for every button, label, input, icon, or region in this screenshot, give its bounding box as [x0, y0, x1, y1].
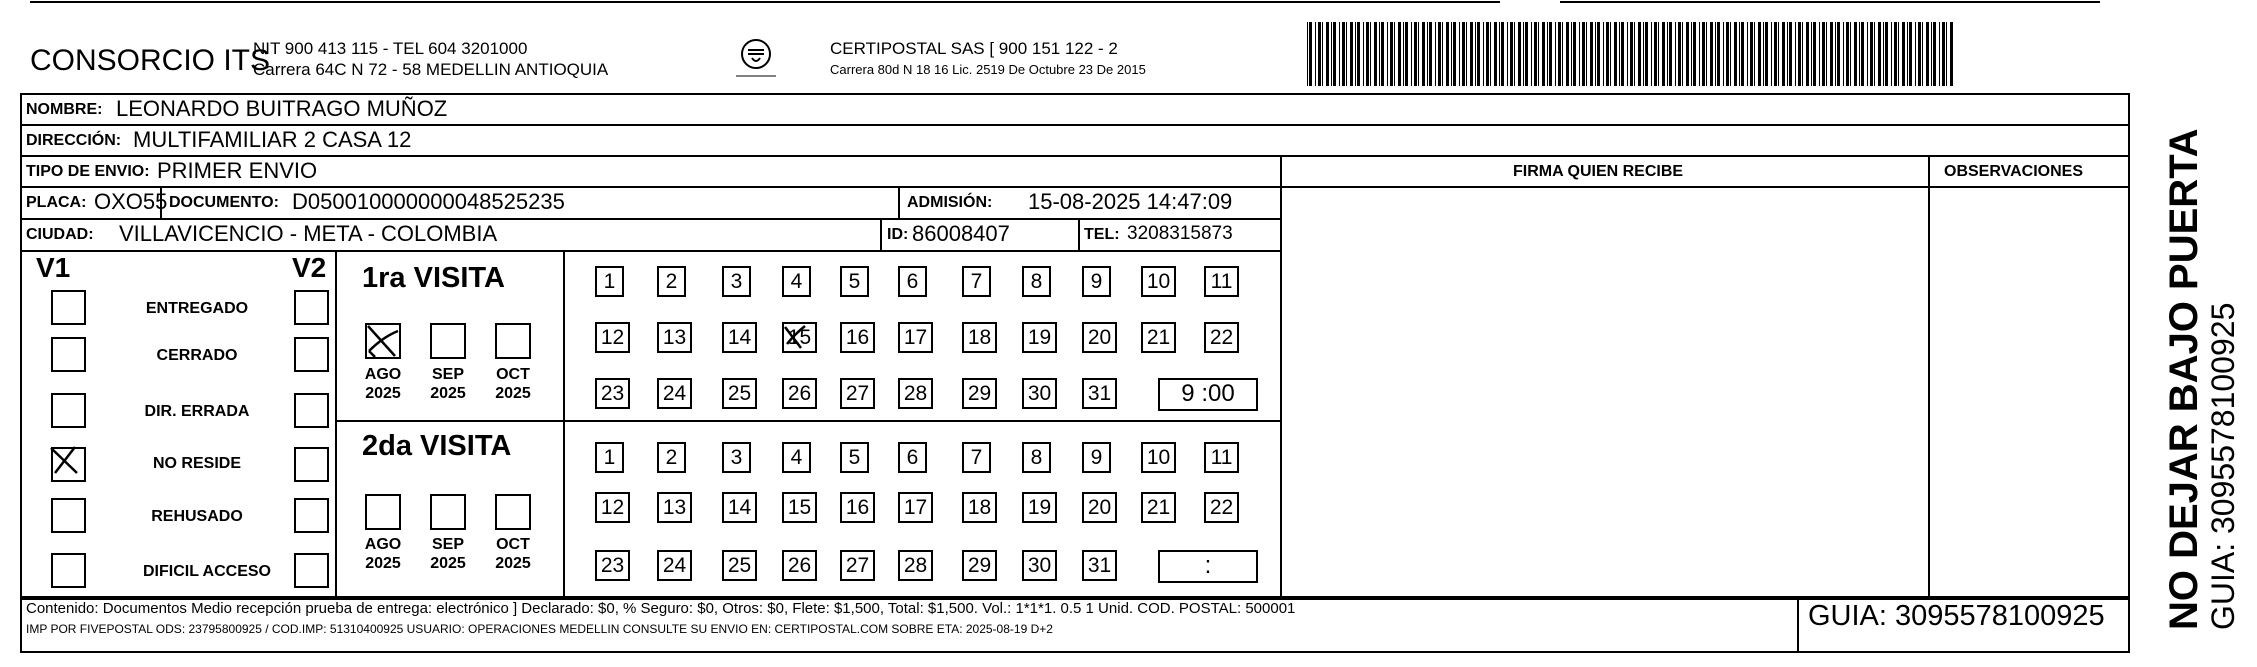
visit1-day-14[interactable]: 14 [722, 322, 757, 353]
v1-cerrado-checkbox[interactable] [51, 337, 86, 372]
v1-dificil-acceso-checkbox[interactable] [51, 553, 86, 588]
carrier-line: CERTIPOSTAL SAS [ 900 151 122 - 2 [830, 39, 1118, 58]
observaciones-label: OBSERVACIONES [1944, 163, 2083, 180]
visit2-day-10[interactable]: 10 [1141, 442, 1176, 473]
handwritten-check-mark [365, 323, 403, 359]
nombre-label: NOMBRE: [26, 101, 103, 118]
visit1-day-5[interactable]: 5 [840, 266, 869, 297]
visit2-day-1[interactable]: 1 [595, 442, 624, 473]
carrier-info [830, 38, 1146, 80]
status-dificil-acceso-label: DIFICIL ACCESO [142, 563, 271, 580]
visit2-month-ago-checkbox[interactable] [365, 494, 401, 530]
footer-guia: GUIA: 3095578100925 [1808, 600, 2105, 632]
v2-dir-errada-checkbox[interactable] [294, 393, 329, 428]
visit2-day-8[interactable]: 8 [1022, 442, 1051, 473]
visit2-day-26[interactable]: 26 [782, 550, 817, 581]
visit2-day-27[interactable]: 27 [840, 550, 875, 581]
visit1-day-7[interactable]: 7 [962, 266, 991, 297]
visit2-month-sep-label: SEP 2025 [430, 536, 466, 572]
v2-no-reside-checkbox[interactable] [294, 447, 329, 482]
visit2-day-12[interactable]: 12 [595, 492, 630, 523]
v1-header: V1 [36, 252, 71, 283]
visit1-month-sep-checkbox[interactable] [430, 323, 466, 359]
visit2-day-28[interactable]: 28 [898, 550, 933, 581]
visit2-title: 2da VISITA [362, 430, 512, 462]
visit1-day-8[interactable]: 8 [1022, 266, 1051, 297]
visit2-day-11[interactable]: 11 [1204, 442, 1239, 473]
footer-impresion: IMP POR FIVEPOSTAL ODS: 23795800925 / COD.IMP: 51310400925 USUARIO: OPERACIONES MEDELLIN CONSULTE SU ENVIO EN: CERTIPOSTAL.COM SOBRE ETA: 2025-08-19 D+2 [26, 622, 1053, 636]
visit1-day-19[interactable]: 19 [1022, 322, 1057, 353]
visit1-day-11[interactable]: 11 [1204, 266, 1239, 297]
visit2-month-oct-checkbox[interactable] [495, 494, 531, 530]
nombre-value: LEONARDO BUITRAGO MUÑOZ [116, 96, 448, 121]
side-notice [2162, 128, 2240, 630]
tipo-envio-value: PRIMER ENVIO [157, 158, 318, 183]
visit2-day-15[interactable]: 15 [782, 492, 817, 523]
placa-label: PLACA: [26, 194, 87, 211]
visit1-month-sep-label: SEP 2025 [430, 366, 466, 402]
visit2-time-field[interactable]: : [1158, 550, 1258, 583]
v1-no-reside-checkbox[interactable] [51, 447, 86, 482]
address-line: Carrera 64C N 72 - 58 MEDELLIN ANTIOQUIA [253, 60, 609, 79]
ciudad-value: VILLAVICENCIO - META - COLOMBIA [119, 221, 498, 246]
visit2-day-2[interactable]: 2 [657, 442, 686, 473]
visit1-day-10[interactable]: 10 [1141, 266, 1176, 297]
visit1-month-oct-label: OCT 2025 [495, 366, 531, 402]
admision-value: 15-08-2025 14:47:09 [1028, 189, 1233, 214]
visit2-month-sep-checkbox[interactable] [430, 494, 466, 530]
id-label: ID: [887, 226, 909, 243]
visit2-month-oct-label: OCT 2025 [495, 536, 531, 572]
v1-dir-errada-checkbox[interactable] [51, 393, 86, 428]
status-no-reside-label: NO RESIDE [152, 455, 241, 472]
visit1-day-15[interactable]: 15 [782, 322, 817, 353]
visit1-month-oct-checkbox[interactable] [495, 323, 531, 359]
visit1-time-field[interactable]: 9 :00 [1158, 378, 1258, 411]
v2-cerrado-checkbox[interactable] [294, 337, 329, 372]
no-dejar-bajo-puerta: NO DEJAR BAJO PUERTA [2162, 128, 2206, 630]
visit1-day-20[interactable]: 20 [1082, 322, 1117, 353]
visit1-day-28[interactable]: 28 [898, 378, 933, 409]
visit1-month-ago-label: AGO 2025 [364, 366, 402, 402]
visit2-day-19[interactable]: 19 [1022, 492, 1057, 523]
visit2-day-18[interactable]: 18 [962, 492, 997, 523]
visit2-day-24[interactable]: 24 [657, 550, 692, 581]
visit1-day-25[interactable]: 25 [722, 378, 757, 409]
visit2-day-13[interactable]: 13 [657, 492, 692, 523]
carrier-address: Carrera 80d N 18 16 Lic. 2519 De Octubre 23 De 2015 [830, 62, 1146, 77]
visit1-day-21[interactable]: 21 [1141, 322, 1176, 353]
visit2-day-21[interactable]: 21 [1141, 492, 1176, 523]
admision-label: ADMISIÓN: [907, 194, 993, 211]
visit1-day-4[interactable]: 4 [782, 266, 811, 297]
visit2-day-31[interactable]: 31 [1082, 550, 1117, 581]
visit1-day-2[interactable]: 2 [657, 266, 686, 297]
visit2-day-20[interactable]: 20 [1082, 492, 1117, 523]
id-value: 86008407 [912, 221, 1010, 246]
visit1-day-13[interactable]: 13 [657, 322, 692, 353]
visit2-day-7[interactable]: 7 [962, 442, 991, 473]
visit1-day-29[interactable]: 29 [962, 378, 997, 409]
v2-rehusado-checkbox[interactable] [294, 498, 329, 533]
visit1-day-16[interactable]: 16 [840, 322, 875, 353]
visit2-day-30[interactable]: 30 [1022, 550, 1057, 581]
visit1-day-1[interactable]: 1 [595, 266, 624, 297]
visit1-day-27[interactable]: 27 [840, 378, 875, 409]
status-cerrado-label: CERRADO [156, 347, 238, 364]
visit1-day-23[interactable]: 23 [595, 378, 630, 409]
side-guia: GUIA: 3095578100925 [2205, 302, 2241, 630]
status-rehusado-label: REHUSADO [151, 508, 243, 525]
v2-header: V2 [292, 252, 327, 283]
handwritten-check-mark [781, 322, 813, 353]
company-name: CONSORCIO ITS [30, 44, 271, 77]
direccion-label: DIRECCIÓN: [26, 132, 122, 149]
footer-contenido: Contenido: Documentos Medio recepción prueba de entrega: electrónico ] Declarado: $0, % Seguro: $0, Otros: $0, Flete: $1,500, Total: $1,500. Vol.: 1*1*1. 0.5 1 Unid. COD. POSTAL: 500001 [26, 600, 1296, 617]
visit1-day-3[interactable]: 3 [722, 266, 751, 297]
v2-dificil-acceso-checkbox[interactable] [294, 553, 329, 588]
visit2-day-14[interactable]: 14 [722, 492, 757, 523]
ciudad-label: CIUDAD: [26, 226, 94, 243]
visit1-day-26[interactable]: 26 [782, 378, 817, 409]
firma-label: FIRMA QUIEN RECIBE [1513, 163, 1684, 180]
company-info [253, 38, 608, 80]
visit1-day-17[interactable]: 17 [898, 322, 933, 353]
visit2-day-9[interactable]: 9 [1082, 442, 1111, 473]
visit2-day-16[interactable]: 16 [840, 492, 875, 523]
barcode [1307, 22, 1957, 86]
visit2-day-17[interactable]: 17 [898, 492, 933, 523]
handwritten-check-mark [47, 443, 82, 478]
visit2-day-5[interactable]: 5 [840, 442, 869, 473]
visit1-day-9[interactable]: 9 [1082, 266, 1111, 297]
placa-value: OXO55 [94, 189, 168, 214]
v1-rehusado-checkbox[interactable] [51, 498, 86, 533]
certipostal-logo [730, 36, 782, 84]
v1-entregado-checkbox[interactable] [51, 290, 86, 325]
visit2-day-6[interactable]: 6 [898, 442, 927, 473]
tel-value: 3208315873 [1127, 223, 1233, 244]
visit1-month-ago-checkbox[interactable] [365, 323, 401, 359]
status-entregado-label: ENTREGADO [145, 300, 249, 317]
documento-value: D050010000000048525235 [292, 189, 565, 214]
nit-line: NIT 900 413 115 - TEL 604 3201000 [253, 39, 528, 58]
tipo-envio-label: TIPO DE ENVIO: [26, 163, 150, 180]
visit2-day-22[interactable]: 22 [1204, 492, 1239, 523]
documento-label: DOCUMENTO: [169, 194, 279, 211]
visit2-day-25[interactable]: 25 [722, 550, 757, 581]
visit2-day-3[interactable]: 3 [722, 442, 751, 473]
visit1-day-18[interactable]: 18 [962, 322, 997, 353]
visit1-day-12[interactable]: 12 [595, 322, 630, 353]
direccion-value: MULTIFAMILIAR 2 CASA 12 [133, 127, 412, 152]
status-dir-errada-label: DIR. ERRADA [144, 403, 250, 420]
visit2-day-23[interactable]: 23 [595, 550, 630, 581]
visit1-day-30[interactable]: 30 [1022, 378, 1057, 409]
visit2-day-29[interactable]: 29 [962, 550, 997, 581]
tel-label: TEL: [1084, 226, 1120, 243]
visit1-day-22[interactable]: 22 [1204, 322, 1239, 353]
top-border-lines [0, 0, 2257, 4]
visit1-day-6[interactable]: 6 [898, 266, 927, 297]
visit1-title: 1ra VISITA [362, 262, 505, 294]
visit1-day-31[interactable]: 31 [1082, 378, 1117, 409]
v2-entregado-checkbox[interactable] [294, 290, 329, 325]
visit1-day-24[interactable]: 24 [657, 378, 692, 409]
visit2-month-ago-label: AGO 2025 [364, 536, 402, 572]
visit2-day-4[interactable]: 4 [782, 442, 811, 473]
